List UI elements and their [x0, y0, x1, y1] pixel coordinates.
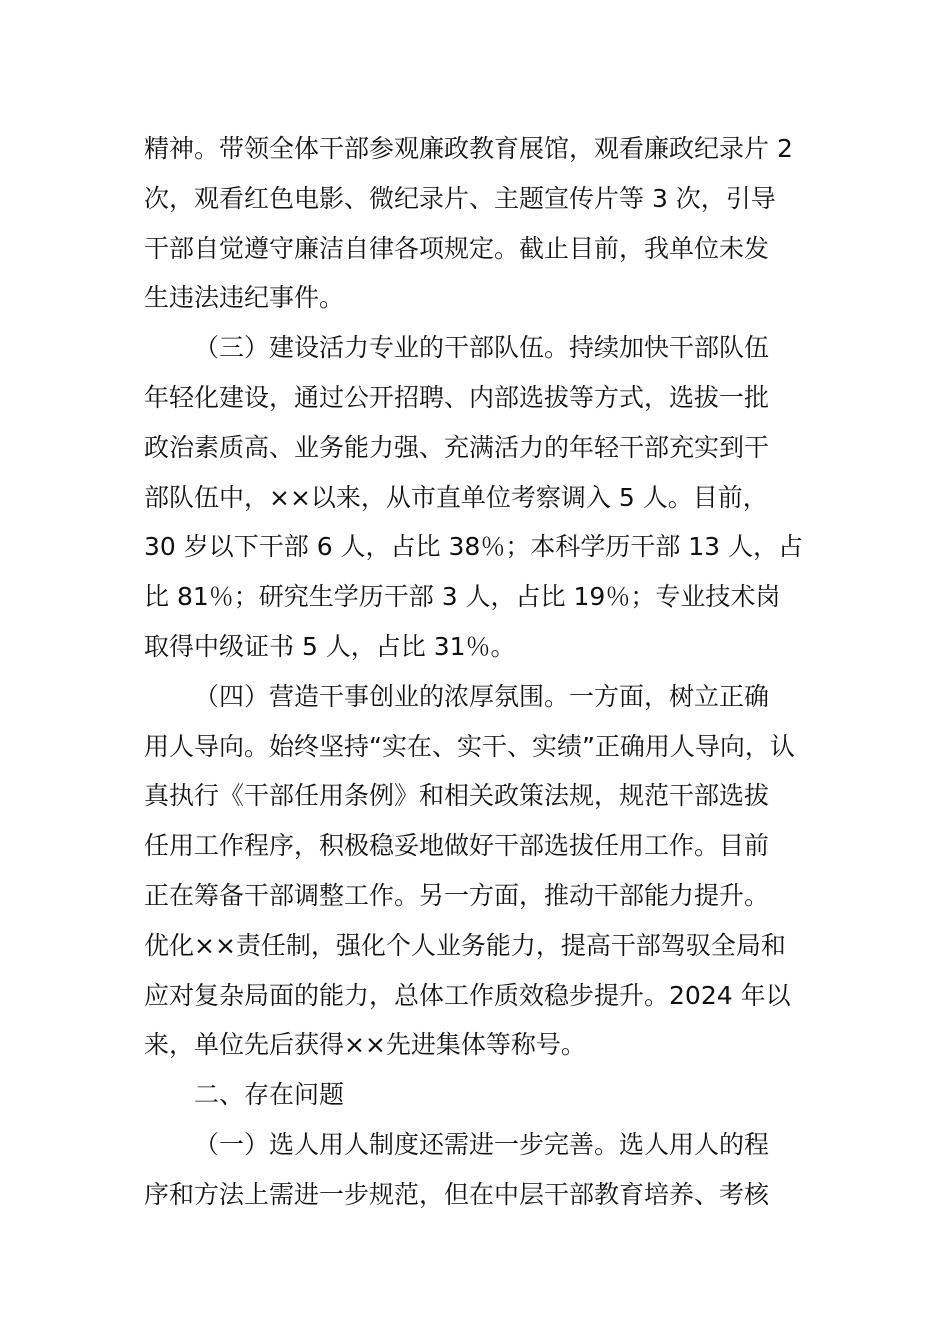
document-body [144, 124, 844, 1220]
text-line: 用人导向。始终坚持“实在、实干、实绩”正确用人导向，认 [144, 731, 795, 761]
text-line: 次，观看红色电影、微纪录片、主题宣传片等 3 次，引导 [144, 183, 776, 213]
section-heading-line: （三）建设活力专业的干部队伍。持续加快干部队伍 [194, 333, 770, 363]
text-line: 政治素质高、业务能力强、充满活力的年轻干部充实到干 [144, 432, 770, 462]
text-line: 比 81％；研究生学历干部 3 人，占比 19％；专业技术岗 [144, 582, 781, 612]
text-line: 来，单位先后获得××先进集体等称号。 [144, 1030, 586, 1060]
text-line: 30 岁以下干部 6 人，占比 38％；本科学历干部 13 人，占 [144, 532, 804, 562]
text-line: 优化××责任制，强化个人业务能力，提高干部驾驭全局和 [144, 930, 786, 960]
text-line: 精神。带领全体干部参观廉政教育展馆，观看廉政纪录片 2 [144, 134, 793, 163]
text-line: 真执行《干部任用条例》和相关政策法规，规范干部选拔 [144, 781, 770, 811]
text-line: 干部自觉遵守廉洁自律各项规定。截止目前，我单位未发 [144, 233, 770, 263]
section-heading-line: （四）营造干事创业的浓厚氛围。一方面，树立正确 [194, 681, 770, 711]
text-line: 任用工作程序，积极稳妥地做好干部选拔任用工作。目前 [144, 831, 770, 861]
text-line: 部队伍中，××以来，从市直单位考察调入 5 人。目前， [144, 482, 768, 512]
text-line: 生违法违纪事件。 [144, 283, 345, 313]
text-line: 序和方法上需进一步规范，但在中层干部教育培养、考核 [144, 1179, 770, 1209]
chapter-heading-line: 二、存在问题 [194, 1080, 345, 1110]
text-line: 年轻化建设，通过公开招聘、内部选拔等方式，选拔一批 [144, 382, 770, 412]
text-line: 应对复杂局面的能力，总体工作质效稳步提升。2024 年以 [144, 980, 791, 1010]
text-line: 取得中级证书 5 人，占比 31％。 [144, 631, 516, 661]
section-heading-line: （一）选人用人制度还需进一步完善。选人用人的程 [194, 1129, 770, 1159]
text-line: 正在筹备干部调整工作。另一方面，推动干部能力提升。 [144, 880, 770, 910]
